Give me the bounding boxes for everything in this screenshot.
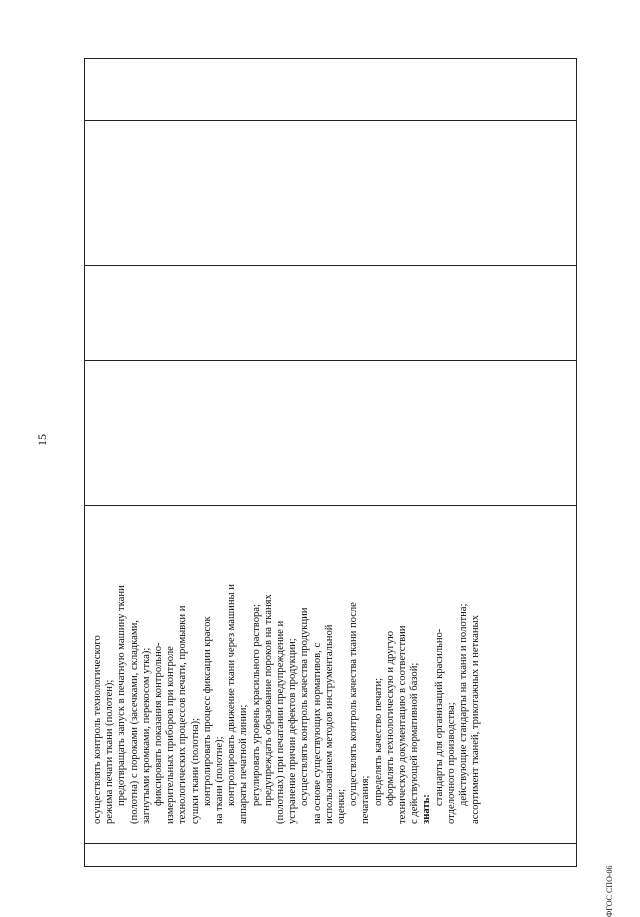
text-line: определять качество печати; [372, 677, 384, 806]
text-line: фиксировать показания контрольно- [153, 642, 165, 806]
requirements-cell [92, 504, 483, 824]
text-line: осуществлять контроль качества ткани после [348, 602, 360, 806]
column-divider [85, 265, 576, 266]
text-line: технологических процессов печати, промывки и [177, 605, 189, 824]
text-line: (полотнах) при печатании предупреждение и [275, 620, 287, 824]
text-line: сушки ткани (полотна); [189, 717, 201, 824]
text-line: загнутыми кромками, перекосом утка); [140, 647, 152, 824]
document-code: ФГОС СПО-06 [605, 865, 614, 917]
know-heading: знать: [421, 794, 433, 824]
text-line: использованием методов инструментальной [323, 624, 335, 824]
text-line: оформлять технологическую и другую [384, 630, 396, 806]
text-line: измерительных приборов при контроле [165, 646, 177, 824]
text-line: контролировать процесс фиксации красок [201, 616, 213, 806]
text-line: осуществлять контроль технологического [92, 635, 103, 824]
text-line: действующие стандарты на ткани и полотна; [458, 603, 470, 806]
text-line: режима печати ткани (полотен); [104, 679, 116, 824]
competency-table [84, 58, 577, 867]
text-line: (полотна) с пороками (засечками, складками, [128, 620, 140, 824]
text-line: отделочного производства; [445, 702, 457, 824]
text-line: стандарты для организаций красильно- [433, 628, 445, 806]
column-divider [85, 360, 576, 361]
page-number: 15 [35, 434, 49, 446]
text-line: с действующей нормативной базой; [409, 662, 421, 824]
text-line: печатания; [360, 775, 372, 824]
text-line: аппараты печатной линии; [238, 704, 250, 824]
column-divider [85, 120, 576, 121]
column-divider [85, 843, 576, 844]
text-line: контролировать движение ткани через машины и [226, 584, 238, 806]
text-line: осуществлять контроль качества продукции [299, 607, 311, 806]
text-line: на ткани (полотне); [214, 736, 226, 824]
text-line: предотвращать запуск в печатную машину ткани [116, 585, 128, 806]
text-line: регулировать уровень красильного раствора; [250, 604, 262, 806]
text-line: техническую документацию в соответствии [397, 625, 409, 824]
text-line: предупреждать образование пороков на тканях [262, 594, 274, 806]
text-line: ассортимент тканей, трикотажных и нетканых [470, 615, 482, 824]
text-line: оценки; [336, 788, 348, 824]
text-line: на основе существующих нормативов, с [311, 642, 323, 824]
text-line: устранение причин дефектов продукции; [287, 638, 299, 824]
